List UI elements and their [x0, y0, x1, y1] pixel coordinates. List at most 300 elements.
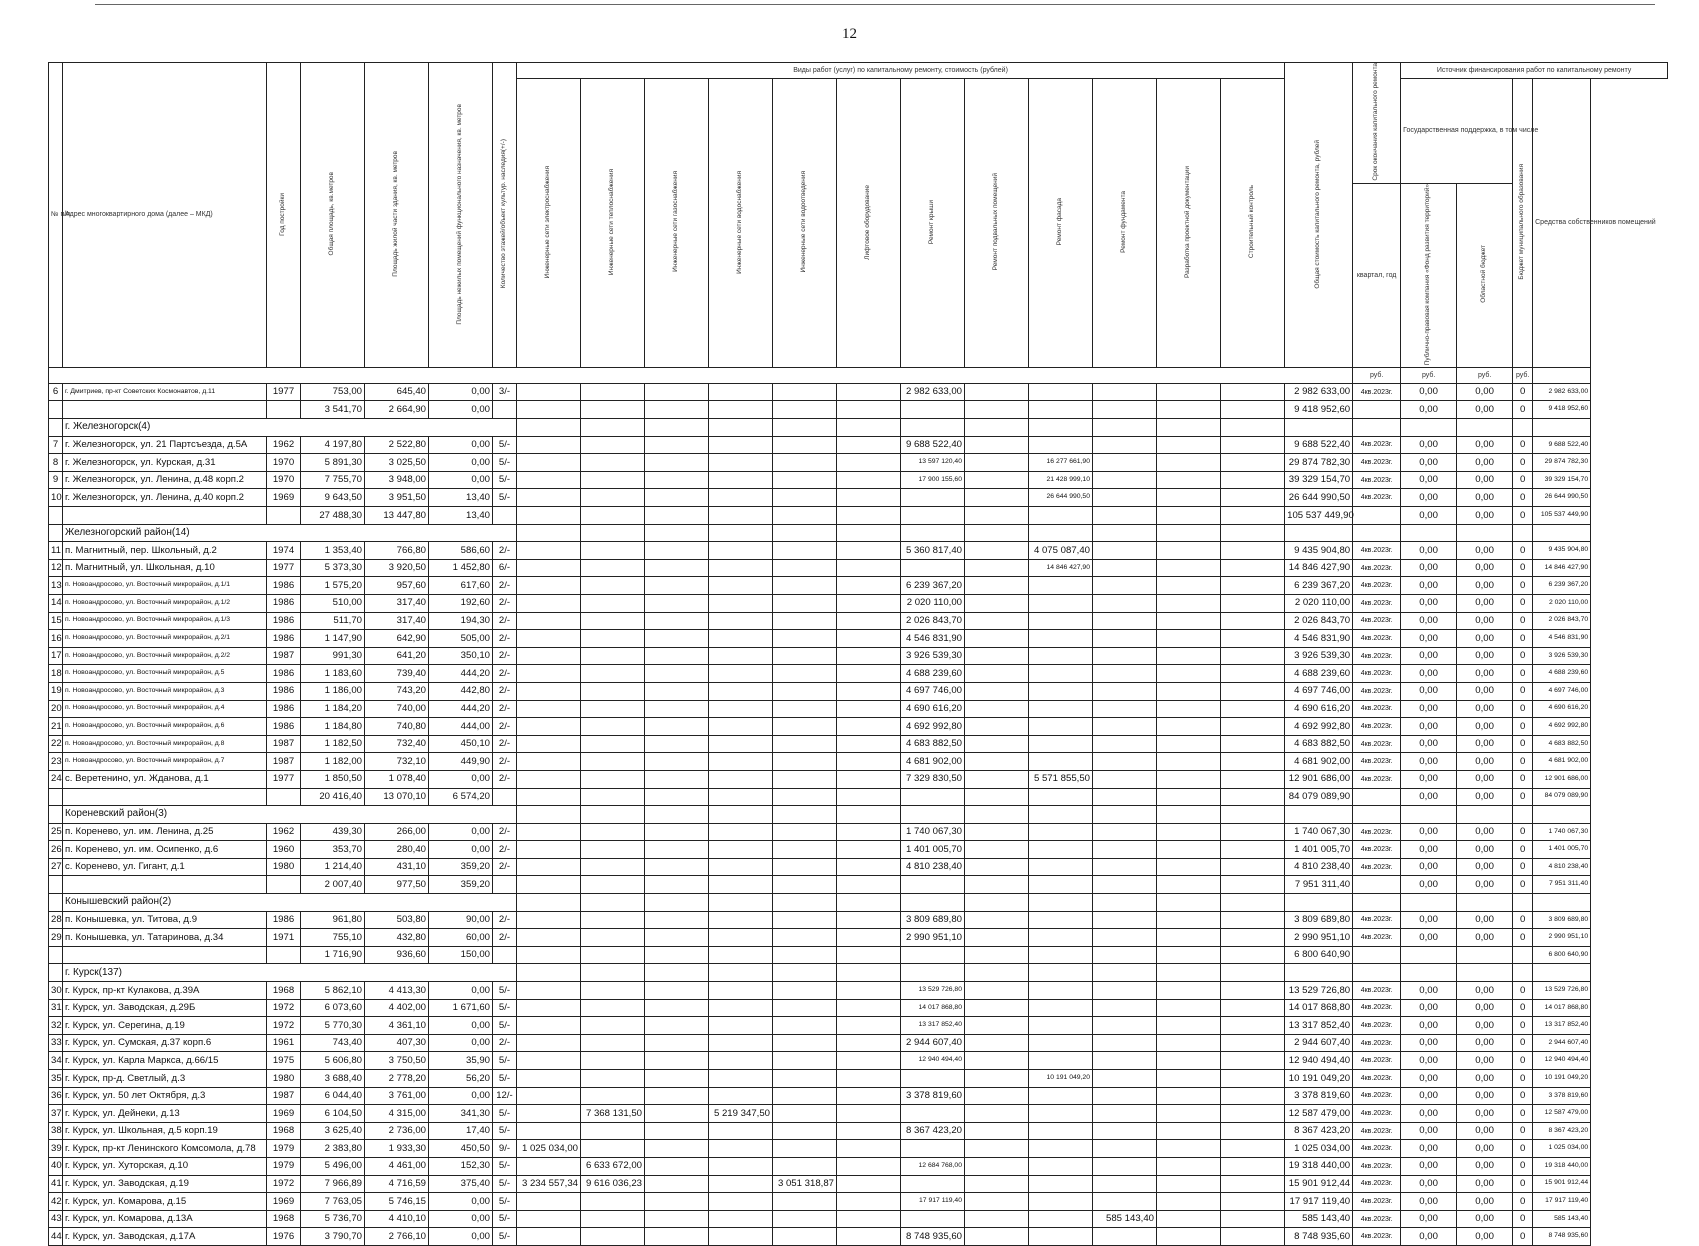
row-living-area: 432,80	[365, 929, 429, 947]
row-muni: 0	[1513, 630, 1533, 648]
subtotal-living-area: 13 070,10	[365, 788, 429, 806]
row-work-design	[1157, 1105, 1221, 1123]
subtotal-cost: 6 800 640,90	[1285, 946, 1353, 964]
row-fund: 0,00	[1401, 1105, 1457, 1123]
table-row	[49, 1052, 1668, 1070]
row-work-sewer	[773, 630, 837, 648]
row-work-lift	[837, 753, 901, 771]
subtotal-owners: 7 951 311,40	[1533, 876, 1591, 894]
row-number: 11	[49, 542, 63, 560]
row-address: п. Конышевка, ул. Татаринова, д.34	[63, 929, 267, 947]
row-region: 0,00	[1457, 1105, 1513, 1123]
empty-cell	[773, 894, 837, 912]
empty-cell	[773, 946, 837, 964]
row-total-area: 1 214,40	[301, 858, 365, 876]
empty-cell	[965, 964, 1029, 982]
row-work-gas	[645, 929, 709, 947]
row-work-basement	[965, 841, 1029, 859]
row-address: г. Железногорск, ул. Ленина, д.48 корп.2	[63, 471, 267, 489]
empty-cell	[1093, 419, 1157, 437]
subtotal-cost: 105 537 449,90	[1285, 507, 1353, 525]
row-work-facade	[1029, 999, 1093, 1017]
row-work-design	[1157, 471, 1221, 489]
header-num: № п/п	[49, 63, 63, 368]
row-fund: 0,00	[1401, 1034, 1457, 1052]
empty-cell	[709, 419, 773, 437]
row-deadline: 4кв.2023г.	[1353, 1175, 1401, 1193]
row-work-basement	[965, 1034, 1029, 1052]
row-work-facade	[1029, 929, 1093, 947]
row-fund: 0,00	[1401, 489, 1457, 507]
empty-cell	[1221, 524, 1285, 542]
row-muni: 0	[1513, 383, 1533, 401]
row-work-elec	[517, 1105, 581, 1123]
row-work-lift	[837, 682, 901, 700]
row-work-found	[1093, 911, 1157, 929]
row-work-roof: 2 982 633,00	[901, 383, 965, 401]
row-number: 12	[49, 559, 63, 577]
table-row	[49, 1157, 1668, 1175]
row-work-facade	[1029, 1193, 1093, 1211]
group-num-cell	[49, 524, 63, 542]
header-fund: Публично-правовая компания «Фонд развития территорий»	[1424, 183, 1432, 365]
row-region: 0,00	[1457, 999, 1513, 1017]
row-living-area: 4 410,10	[365, 1210, 429, 1228]
row-work-heat: 6 633 672,00	[581, 1157, 645, 1175]
row-muni: 0	[1513, 1210, 1533, 1228]
row-living-area: 5 746,15	[365, 1193, 429, 1211]
row-owners: 1 740 067,30	[1533, 823, 1591, 841]
row-work-roof: 14 017 868,80	[901, 999, 965, 1017]
subtotal-living-area: 977,50	[365, 876, 429, 894]
row-address: г. Курск, ул. Заводская, д.29Б	[63, 999, 267, 1017]
row-work-control	[1221, 1034, 1285, 1052]
row-work-water	[709, 1157, 773, 1175]
row-work-found	[1093, 594, 1157, 612]
row-total-area: 5 373,30	[301, 559, 365, 577]
row-address: г. Курск, ул. Карла Маркса, д.66/15	[63, 1052, 267, 1070]
row-floors: 2/-	[493, 647, 517, 665]
row-region: 0,00	[1457, 383, 1513, 401]
repair-table	[48, 62, 1668, 1246]
empty-cell	[493, 788, 517, 806]
row-work-facade	[1029, 718, 1093, 736]
row-total-area: 7 763,05	[301, 1193, 365, 1211]
row-fund: 0,00	[1401, 682, 1457, 700]
row-floors: 5/-	[493, 1070, 517, 1088]
empty-cell	[1157, 507, 1221, 525]
empty-cell	[517, 894, 581, 912]
row-work-water	[709, 489, 773, 507]
row-work-lift	[837, 823, 901, 841]
empty-cell	[1533, 894, 1591, 912]
row-total-cost: 10 191 049,20	[1285, 1070, 1353, 1088]
row-year: 1977	[267, 559, 301, 577]
row-total-area: 1 147,90	[301, 630, 365, 648]
row-owners: 9 435 904,80	[1533, 542, 1591, 560]
row-total-area: 5 606,80	[301, 1052, 365, 1070]
row-fund: 0,00	[1401, 753, 1457, 771]
row-fund: 0,00	[1401, 823, 1457, 841]
row-work-elec: 1 025 034,00	[517, 1140, 581, 1158]
row-work-elec	[517, 753, 581, 771]
row-fund: 0,00	[1401, 577, 1457, 595]
row-year: 1980	[267, 1070, 301, 1088]
row-owners: 4 810 238,40	[1533, 858, 1591, 876]
row-work-gas	[645, 471, 709, 489]
header-work-roof: Ремонт крыши	[928, 199, 936, 244]
empty-cell	[1029, 788, 1093, 806]
row-work-gas	[645, 577, 709, 595]
row-owners: 19 318 440,00	[1533, 1157, 1591, 1175]
subtotal-total-area: 27 488,30	[301, 507, 365, 525]
row-living-area: 3 920,50	[365, 559, 429, 577]
row-address: г. Курск, ул. Комарова, д.13А	[63, 1210, 267, 1228]
row-number: 38	[49, 1122, 63, 1140]
subtotal-muni: 0	[1513, 507, 1533, 525]
table-row	[49, 735, 1668, 753]
row-year: 1970	[267, 454, 301, 472]
row-number: 31	[49, 999, 63, 1017]
row-work-control	[1221, 383, 1285, 401]
row-work-heat	[581, 1122, 645, 1140]
row-work-facade	[1029, 700, 1093, 718]
subtotal-nonres-area: 13,40	[429, 507, 493, 525]
row-owners: 6 239 367,20	[1533, 577, 1591, 595]
row-nonres-area: 444,20	[429, 665, 493, 683]
row-deadline: 4кв.2023г.	[1353, 577, 1401, 595]
row-work-found	[1093, 718, 1157, 736]
row-deadline: 4кв.2023г.	[1353, 1070, 1401, 1088]
row-work-heat	[581, 929, 645, 947]
row-work-roof: 2 026 843,70	[901, 612, 965, 630]
row-work-lift	[837, 1175, 901, 1193]
row-work-lift	[837, 542, 901, 560]
row-work-gas	[645, 594, 709, 612]
row-work-basement	[965, 1210, 1029, 1228]
row-work-lift	[837, 383, 901, 401]
row-muni: 0	[1513, 1070, 1533, 1088]
row-total-cost: 2 026 843,70	[1285, 612, 1353, 630]
row-living-area: 3 761,00	[365, 1087, 429, 1105]
row-muni: 0	[1513, 1087, 1533, 1105]
row-work-gas	[645, 454, 709, 472]
row-fund: 0,00	[1401, 841, 1457, 859]
row-region: 0,00	[1457, 1087, 1513, 1105]
group-num-cell	[49, 894, 63, 912]
header-total-area: Общая площадь, кв.метров	[328, 172, 336, 256]
row-work-water	[709, 1122, 773, 1140]
row-floors: 5/-	[493, 982, 517, 1000]
row-deadline: 4кв.2023г.	[1353, 630, 1401, 648]
row-work-basement	[965, 770, 1029, 788]
empty-cell	[517, 946, 581, 964]
row-work-lift	[837, 718, 901, 736]
empty-cell	[837, 876, 901, 894]
row-address: п. Новоандросово, ул. Восточный микрорайон, д.2/1	[63, 630, 267, 648]
row-total-cost: 13 529 726,80	[1285, 982, 1353, 1000]
row-address: г. Курск, ул. Школьная, д.5 корп.19	[63, 1122, 267, 1140]
row-work-water	[709, 1087, 773, 1105]
row-living-area: 732,10	[365, 753, 429, 771]
row-work-design	[1157, 735, 1221, 753]
row-year: 1975	[267, 1052, 301, 1070]
empty-cell	[1093, 507, 1157, 525]
row-total-area: 5 770,30	[301, 1017, 365, 1035]
row-work-elec	[517, 665, 581, 683]
empty-cell	[1353, 788, 1401, 806]
row-total-area: 3 688,40	[301, 1070, 365, 1088]
row-work-found	[1093, 436, 1157, 454]
empty-cell	[1157, 419, 1221, 437]
row-floors: 2/-	[493, 577, 517, 595]
row-total-cost: 3 926 539,30	[1285, 647, 1353, 665]
row-work-basement	[965, 823, 1029, 841]
row-nonres-area: 0,00	[429, 383, 493, 401]
row-living-area: 732,40	[365, 735, 429, 753]
row-work-design	[1157, 718, 1221, 736]
row-work-found	[1093, 1105, 1157, 1123]
row-work-control	[1221, 1210, 1285, 1228]
row-address: г. Курск, пр-кт Кулакова, д.39А	[63, 982, 267, 1000]
empty-cell	[1353, 946, 1401, 964]
row-total-area: 1 575,20	[301, 577, 365, 595]
row-total-area: 991,30	[301, 647, 365, 665]
row-total-cost: 3 809 689,80	[1285, 911, 1353, 929]
row-address: п. Новоандросово, ул. Восточный микрорайон, д.7	[63, 753, 267, 771]
table-row	[49, 1017, 1668, 1035]
row-deadline: 4кв.2023г.	[1353, 1052, 1401, 1070]
row-year: 1969	[267, 1193, 301, 1211]
subtotal-total-area: 3 541,70	[301, 401, 365, 419]
row-address: г. Дмитриев, пр-кт Советских Космонавтов, д.11	[63, 383, 267, 401]
row-work-facade	[1029, 1228, 1093, 1246]
row-year: 1986	[267, 577, 301, 595]
row-deadline: 4кв.2023г.	[1353, 700, 1401, 718]
row-address: г. Курск, ул. Сумская, д.37 корп.6	[63, 1034, 267, 1052]
row-fund: 0,00	[1401, 911, 1457, 929]
empty-cell	[965, 524, 1029, 542]
empty-cell	[1221, 876, 1285, 894]
row-fund: 0,00	[1401, 1122, 1457, 1140]
row-work-control	[1221, 982, 1285, 1000]
row-total-area: 1 184,20	[301, 700, 365, 718]
empty-cell	[267, 507, 301, 525]
row-number: 44	[49, 1228, 63, 1246]
row-work-heat	[581, 1140, 645, 1158]
row-work-found	[1093, 1157, 1157, 1175]
row-work-water	[709, 1034, 773, 1052]
empty-cell	[49, 788, 63, 806]
row-year: 1980	[267, 858, 301, 876]
table-row	[49, 454, 1668, 472]
row-number: 9	[49, 471, 63, 489]
row-work-basement	[965, 594, 1029, 612]
empty-cell	[1285, 964, 1353, 982]
empty-cell	[773, 964, 837, 982]
empty-cell	[1093, 401, 1157, 419]
row-muni: 0	[1513, 770, 1533, 788]
row-work-design	[1157, 577, 1221, 595]
row-nonres-area: 56,20	[429, 1070, 493, 1088]
empty-cell	[493, 946, 517, 964]
table-row	[49, 1193, 1668, 1211]
row-owners: 585 143,40	[1533, 1210, 1591, 1228]
empty-cell	[1157, 524, 1221, 542]
row-work-basement	[965, 383, 1029, 401]
row-floors: 2/-	[493, 612, 517, 630]
empty-cell	[1401, 419, 1457, 437]
empty-cell	[1221, 419, 1285, 437]
row-address: г. Курск, ул. Хуторская, д.10	[63, 1157, 267, 1175]
header-muni-budget: Бюджет муниципального образования	[1518, 164, 1526, 280]
row-work-elec	[517, 1052, 581, 1070]
group-header-row	[49, 419, 1668, 437]
row-work-sewer	[773, 542, 837, 560]
header-work-sewer: Инженерные сети водоотведения	[800, 171, 808, 273]
row-work-found	[1093, 770, 1157, 788]
row-total-area: 7 755,70	[301, 471, 365, 489]
row-work-found	[1093, 612, 1157, 630]
row-work-found	[1093, 489, 1157, 507]
header-nonres-area: Площадь нежилых помещений функционального назначения, кв. метров	[456, 103, 464, 325]
row-work-lift	[837, 1034, 901, 1052]
row-work-elec	[517, 630, 581, 648]
row-work-design	[1157, 823, 1221, 841]
row-year: 1986	[267, 911, 301, 929]
empty-cell	[49, 507, 63, 525]
table-row	[49, 383, 1668, 401]
row-address: п. Конышевка, ул. Титова, д.9	[63, 911, 267, 929]
row-work-basement	[965, 929, 1029, 947]
row-work-found	[1093, 647, 1157, 665]
row-muni: 0	[1513, 735, 1533, 753]
row-work-elec	[517, 471, 581, 489]
row-floors: 5/-	[493, 1105, 517, 1123]
row-work-design	[1157, 929, 1221, 947]
row-number: 21	[49, 718, 63, 736]
row-owners: 39 329 154,70	[1533, 471, 1591, 489]
empty-cell	[267, 401, 301, 419]
row-deadline: 4кв.2023г.	[1353, 770, 1401, 788]
row-work-heat	[581, 612, 645, 630]
empty-cell	[1401, 894, 1457, 912]
row-work-found	[1093, 1087, 1157, 1105]
row-number: 13	[49, 577, 63, 595]
empty-cell	[1513, 524, 1533, 542]
empty-cell	[267, 946, 301, 964]
empty-cell	[901, 507, 965, 525]
group-header-row	[49, 964, 1668, 982]
row-floors: 2/-	[493, 823, 517, 841]
row-work-roof	[901, 1175, 965, 1193]
empty-cell	[965, 876, 1029, 894]
row-work-sewer	[773, 559, 837, 577]
row-total-area: 1 182,50	[301, 735, 365, 753]
row-region: 0,00	[1457, 718, 1513, 736]
group-label: Кореневский район(3)	[63, 806, 517, 824]
row-living-area: 3 951,50	[365, 489, 429, 507]
row-number: 27	[49, 858, 63, 876]
empty-cell	[517, 419, 581, 437]
empty-cell	[517, 788, 581, 806]
row-number: 34	[49, 1052, 63, 1070]
row-total-cost: 4 681 902,00	[1285, 753, 1353, 771]
row-region: 0,00	[1457, 1210, 1513, 1228]
row-fund: 0,00	[1401, 929, 1457, 947]
row-fund: 0,00	[1401, 858, 1457, 876]
row-work-basement	[965, 1122, 1029, 1140]
row-muni: 0	[1513, 594, 1533, 612]
row-work-lift	[837, 436, 901, 454]
row-year: 1970	[267, 471, 301, 489]
row-work-basement	[965, 1017, 1029, 1035]
row-total-cost: 8 367 423,20	[1285, 1122, 1353, 1140]
row-living-area: 743,20	[365, 682, 429, 700]
row-muni: 0	[1513, 841, 1533, 859]
row-work-water	[709, 454, 773, 472]
row-work-water	[709, 1193, 773, 1211]
row-work-sewer	[773, 1070, 837, 1088]
row-work-water: 5 219 347,50	[709, 1105, 773, 1123]
header-state-support: Государственная поддержка, в том числе	[1401, 79, 1513, 184]
row-nonres-area: 444,20	[429, 700, 493, 718]
row-work-basement	[965, 436, 1029, 454]
empty-cell	[773, 876, 837, 894]
row-owners: 8 367 423,20	[1533, 1122, 1591, 1140]
row-muni: 0	[1513, 911, 1533, 929]
row-nonres-area: 0,00	[429, 1193, 493, 1211]
row-muni: 0	[1513, 753, 1533, 771]
row-work-facade	[1029, 753, 1093, 771]
row-total-cost: 2 944 607,40	[1285, 1034, 1353, 1052]
row-fund: 0,00	[1401, 612, 1457, 630]
row-living-area: 266,00	[365, 823, 429, 841]
empty-cell	[1285, 419, 1353, 437]
row-deadline: 4кв.2023г.	[1353, 1034, 1401, 1052]
row-owners: 15 901 912,44	[1533, 1175, 1591, 1193]
row-work-design	[1157, 1193, 1221, 1211]
row-floors: 2/-	[493, 841, 517, 859]
row-work-sewer	[773, 383, 837, 401]
row-work-found	[1093, 1193, 1157, 1211]
row-fund: 0,00	[1401, 559, 1457, 577]
subtotal-row	[49, 401, 1668, 419]
row-work-gas	[645, 489, 709, 507]
row-work-lift	[837, 982, 901, 1000]
row-work-found	[1093, 700, 1157, 718]
row-work-water	[709, 999, 773, 1017]
table-row	[49, 612, 1668, 630]
empty-cell	[1285, 894, 1353, 912]
subtotal-muni: 0	[1513, 401, 1533, 419]
row-work-design	[1157, 982, 1221, 1000]
row-total-cost: 9 435 904,80	[1285, 542, 1353, 560]
row-nonres-area: 35,90	[429, 1052, 493, 1070]
empty-cell	[709, 507, 773, 525]
empty-cell	[1353, 419, 1401, 437]
row-fund: 0,00	[1401, 471, 1457, 489]
empty-cell	[645, 946, 709, 964]
subtotal-owners: 105 537 449,90	[1533, 507, 1591, 525]
row-work-control	[1221, 594, 1285, 612]
row-deadline: 4кв.2023г.	[1353, 1140, 1401, 1158]
row-total-area: 753,00	[301, 383, 365, 401]
row-work-lift	[837, 1228, 901, 1246]
row-floors: 5/-	[493, 454, 517, 472]
row-work-water	[709, 1228, 773, 1246]
row-work-elec	[517, 1228, 581, 1246]
